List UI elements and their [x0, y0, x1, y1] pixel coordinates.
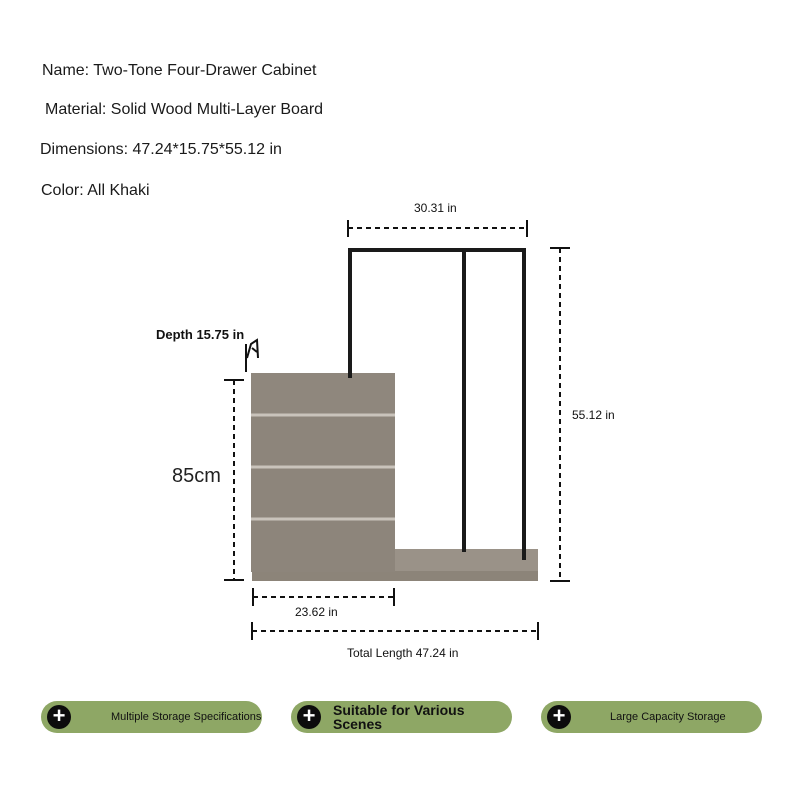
label-cabinet-width: 23.62 in [295, 605, 338, 619]
feature-pill-various-scenes [291, 701, 512, 733]
drawer-2 [251, 417, 395, 466]
label-depth: Depth 15.75 in [156, 327, 245, 342]
drawer-1 [251, 373, 395, 415]
label-rack-width: 30.31 in [414, 201, 457, 215]
cabinet [251, 373, 395, 572]
dim-total-length [252, 622, 538, 640]
dim-cabinet-width [253, 588, 394, 606]
feature-label: Suitable for Various Scenes [333, 702, 465, 732]
feature-label: Large Capacity Storage [610, 711, 726, 723]
dim-height-total [550, 248, 570, 581]
label-height-total: 55.12 in [572, 408, 615, 422]
spec-material: Material: Solid Wood Multi-Layer Board [45, 101, 324, 118]
plus-icon: + [547, 705, 571, 729]
feature-label: Multiple Storage Specifications [111, 711, 262, 723]
drawer-4 [251, 521, 395, 571]
feature-pill-large-capacity [541, 701, 762, 733]
base-edge [252, 571, 538, 581]
spec-dimensions: Dimensions: 47.24*15.75*55.12 in [40, 141, 282, 158]
drawer-3 [251, 469, 395, 518]
spec-color: Color: All Khaki [41, 182, 150, 199]
spec-name: Name: Two-Tone Four-Drawer Cabinet [42, 62, 317, 79]
label-cabinet-height: 85cm [172, 465, 221, 487]
plus-icon: + [297, 705, 321, 729]
label-total-length: Total Length 47.24 in [347, 646, 459, 660]
dim-rack-width [348, 220, 527, 237]
dim-cabinet-height [224, 380, 244, 580]
plus-icon: + [47, 705, 71, 729]
dim-depth-marker [246, 340, 258, 372]
feature-pill-storage-specs [41, 701, 262, 733]
